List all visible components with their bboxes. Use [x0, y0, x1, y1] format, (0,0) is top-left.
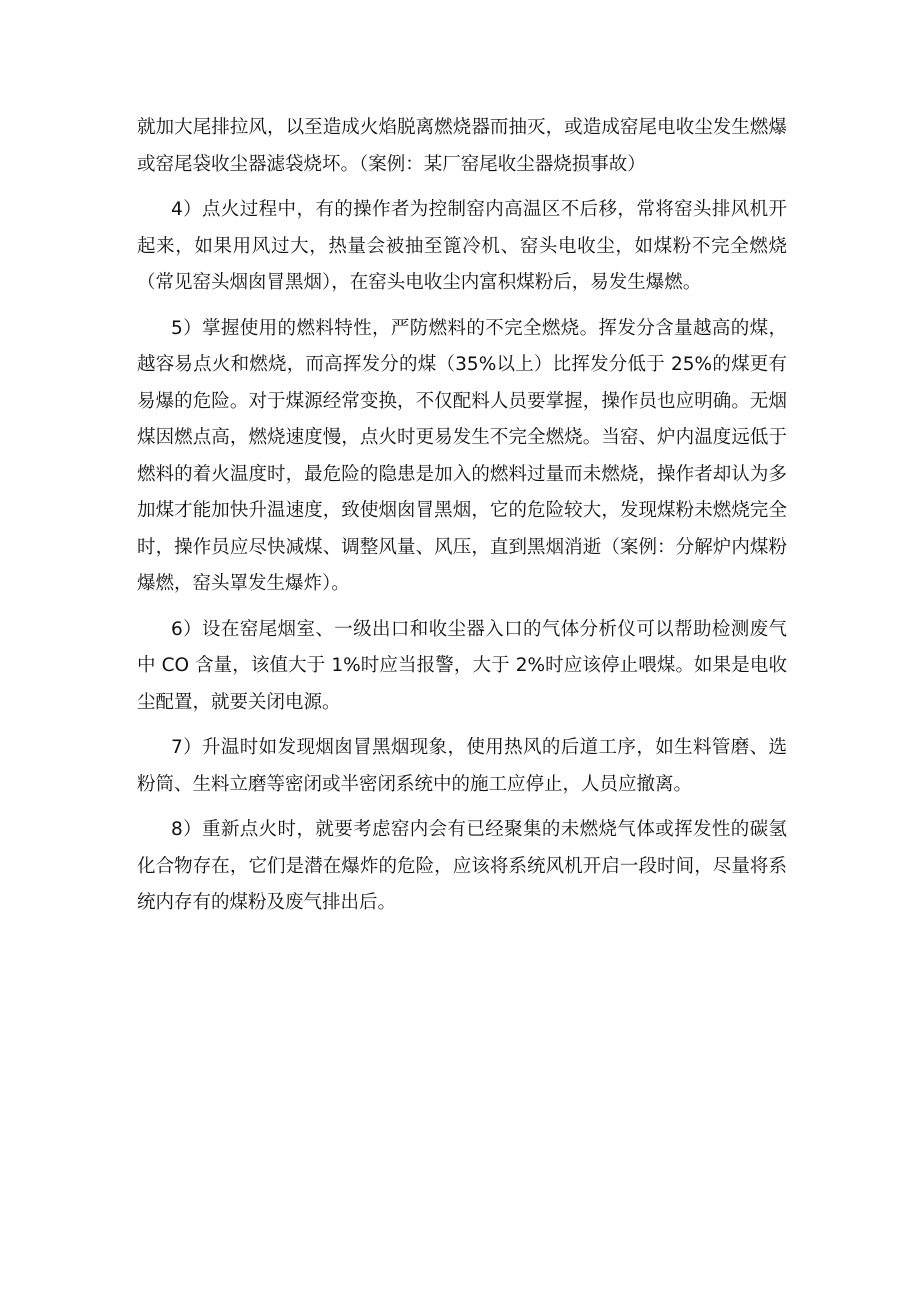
- paragraph-item-6: 6）设在窑尾烟室、一级出口和收尘器入口的气体分析仪可以帮助检测废气中 CO 含量，该值大于 1%时应当报警，大于 2%时应该停止喂煤。如果是电收尘配置，就要关闭电源。: [137, 618, 787, 713]
- paragraph-item-8: 8）重新点火时，就要考虑窑内会有已经聚集的未燃烧气体或挥发性的碳氢化合物存在，它们是潜在爆炸的危险，应该将系统风机开启一段时间，尽量将系统内存有的煤粉及废气排出后。: [137, 819, 787, 913]
- document-body: [137, 110, 787, 931]
- paragraph-continuation: 就加大尾排拉风，以至造成火焰脱离燃烧器而抽灭，或造成窑尾电收尘发生燃爆或窑尾袋收尘器滤袋烧坏。（案例：某厂窑尾收尘器烧损事故）: [137, 117, 787, 175]
- paragraph-item-4: 4）点火过程中，有的操作者为控制窑内高温区不后移，常将窑头排风机开起来，如果用风过大，热量会被抽至篦冷机、窑头电收尘，如煤粉不完全燃烧（常见窑头烟囱冒黑烟），在窑头电收尘内富积煤粉后，易发生爆燃。: [137, 199, 787, 293]
- paragraph-item-7: 7）升温时如发现烟囱冒黑烟现象，使用热风的后道工序，如生料管磨、选粉筒、生料立磨等密闭或半密闭系统中的施工应停止，人员应撤离。: [137, 737, 787, 795]
- paragraph-item-5: 5）掌握使用的燃料特性，严防燃料的不完全燃烧。挥发分含量越高的煤，越容易点火和燃烧，而高挥发分的煤（35%以上）比挥发分低于 25%的煤更有易爆的危险。对于煤源经常变换，不仅配料人员要掌握，操作员也应明确。无烟煤因燃点高，燃烧速度慢，点火时更易发生不完全燃烧。当窑、炉内温度远低于燃料的着火温度时，最危险的隐患是加入的燃料过量而未燃烧，操作者却认为多加煤才能加快升温速度，致使烟囱冒黑烟，它的危险较大，发现煤粉未燃烧完全时，操作员应尽快减煤、调整风量、风压，直到黑烟消逝（案例：分解炉内煤粉爆燃，窑头罩发生爆炸）。: [137, 317, 787, 594]
